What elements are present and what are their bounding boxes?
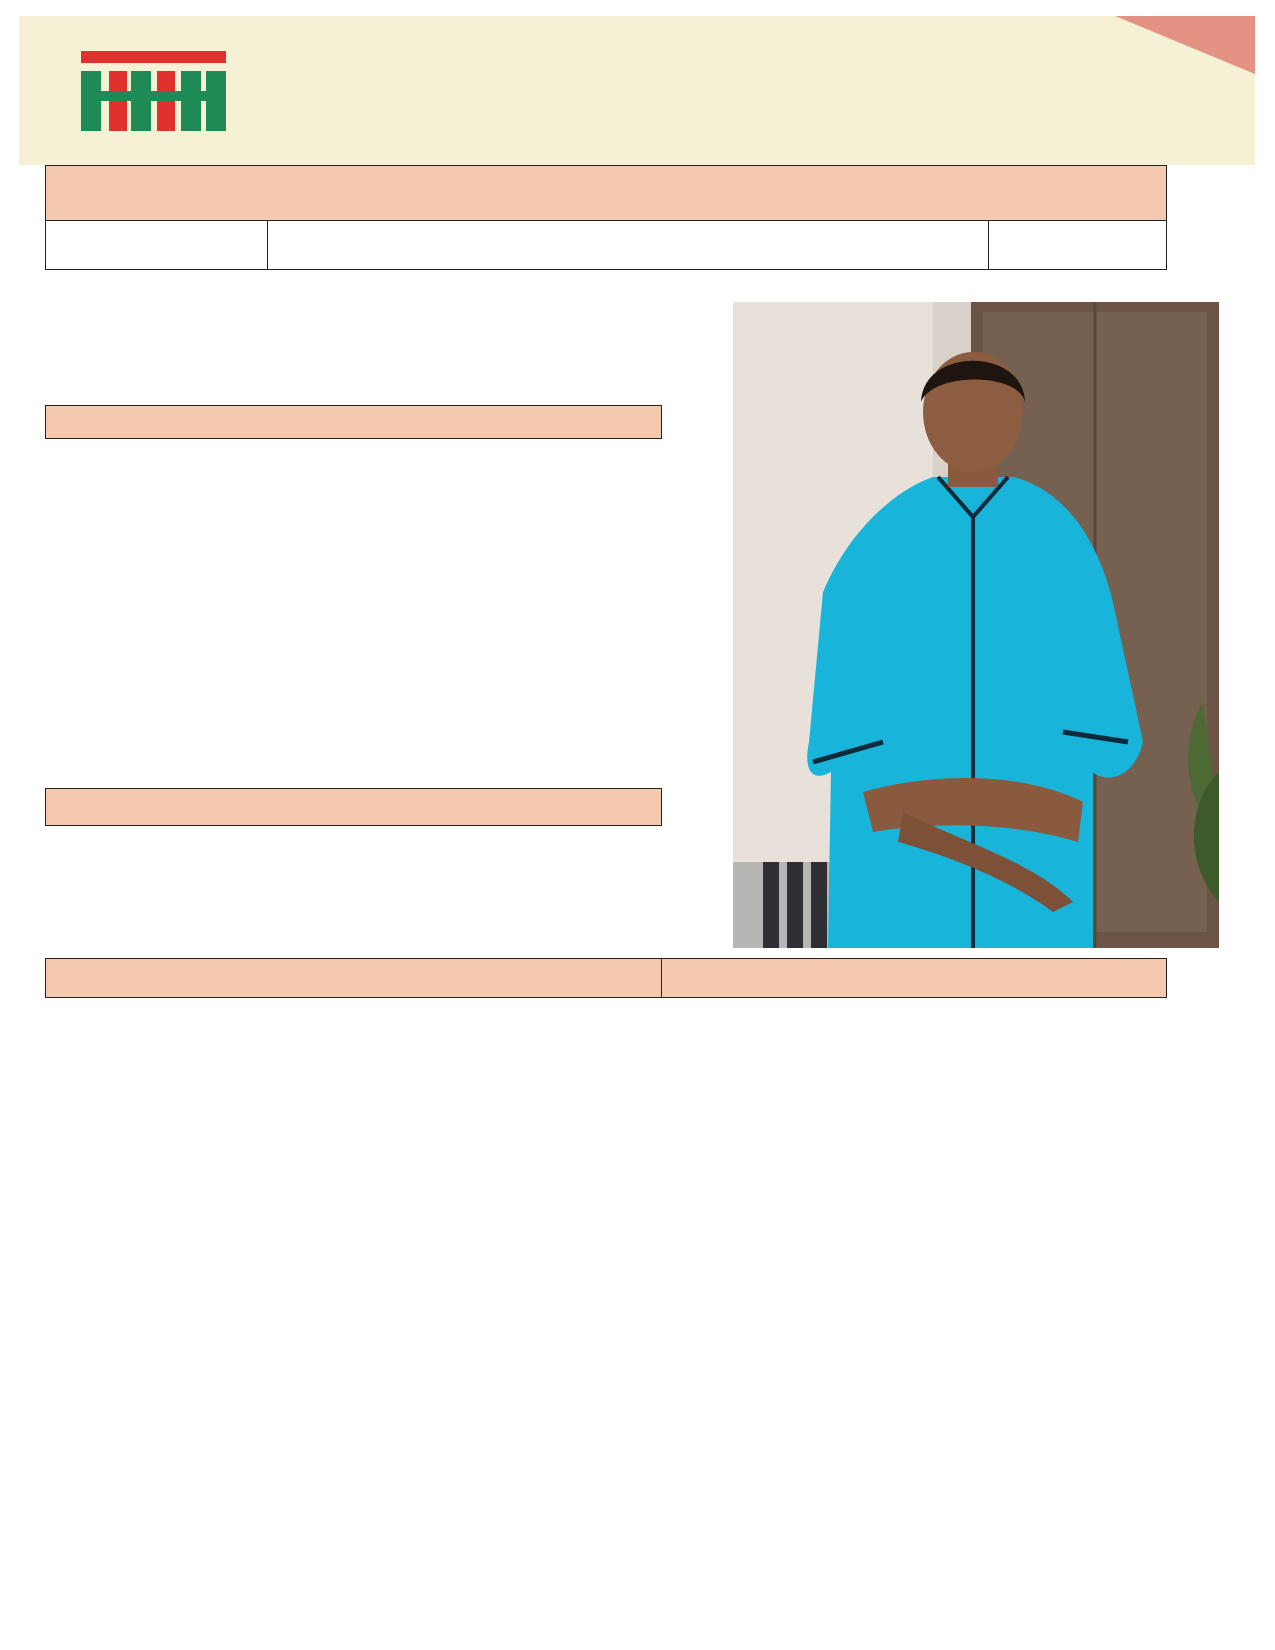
previous-employment-section-header	[661, 958, 1167, 998]
applicant-name-cell	[267, 220, 989, 270]
company-logo-icon	[81, 51, 226, 131]
applicant-name-arabic-cell	[988, 220, 1167, 270]
applicant-photo	[733, 302, 1219, 948]
languages-section-header	[45, 788, 662, 826]
form-title	[45, 165, 1167, 221]
details-section-header	[45, 405, 662, 439]
employment-application-form	[45, 165, 1233, 1450]
applicant-name-label-cell	[45, 220, 268, 270]
header-banner	[19, 16, 1255, 165]
applicant-photo-illustration	[733, 302, 1219, 948]
work-experience-section-header	[45, 958, 662, 998]
corner-accent	[1115, 16, 1255, 74]
